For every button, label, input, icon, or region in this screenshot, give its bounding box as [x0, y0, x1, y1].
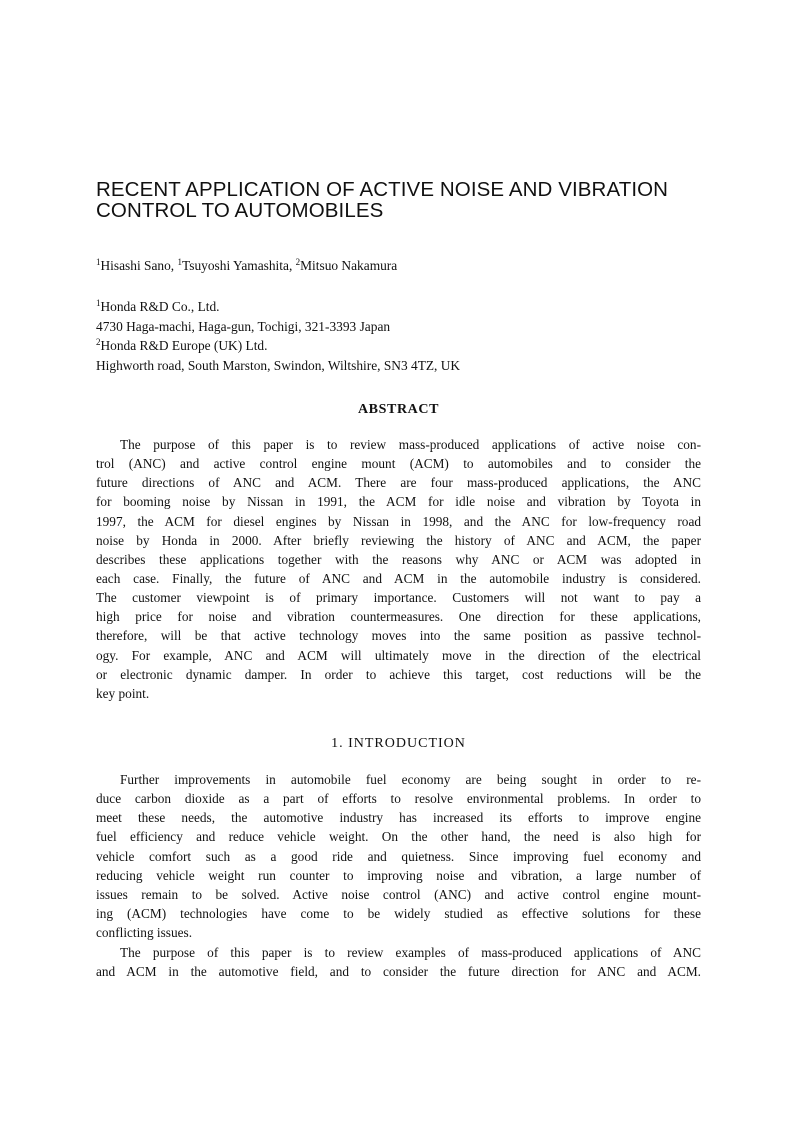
affiliation-address: Highworth road, South Marston, Swindon, Wiltshire, SN3 4TZ, UK	[96, 357, 461, 373]
text-line: or electronic dynamic damper. In order to achieve this target, cost reductions will be the	[96, 666, 701, 682]
text-line: 1997, the ACM for diesel engines by Nissan in 1998, and the ANC for low-frequency road	[96, 513, 701, 529]
text-line: key point.	[96, 685, 150, 701]
affiliation-name: Honda R&D Europe (UK) Ltd.	[100, 338, 268, 354]
text-line: noise by Honda in 2000. After briefly reviewing the history of ANC and ACM, the paper	[96, 532, 701, 548]
abstract-body	[96, 435, 701, 703]
author-name: Tsuyoshi Yamashita,	[182, 258, 296, 273]
text-line: Further improvements in automobile fuel economy are being sought in order to re-	[120, 772, 701, 787]
author-list	[96, 258, 397, 274]
text-line: high price for noise and vibration countermeasures. One direction for these applications,	[96, 609, 701, 625]
paper-title	[96, 179, 716, 221]
text-line: future directions of ANC and ACM. There are four mass-produced applications, the ANC	[96, 475, 701, 491]
affiliations	[96, 297, 460, 375]
affiliation-marker: 2	[96, 337, 101, 348]
affiliation-name: Honda R&D Co., Ltd.	[100, 299, 220, 314]
title-line: RECENT APPLICATION OF ACTIVE NOISE AND VIBRATION	[96, 178, 669, 201]
introduction-paragraph-1	[96, 770, 701, 942]
affiliation-marker: 2	[295, 257, 301, 267]
text-line: conflicting issues.	[96, 925, 193, 941]
affiliation-address: 4730 Haga-machi, Haga-gun, Tochigi, 321-3393 Japan	[96, 318, 391, 334]
abstract-heading: ABSTRACT	[357, 402, 440, 417]
text-line: meet these needs, the automotive industry has increased its efforts to improve engine	[96, 810, 701, 826]
text-line: trol (ANC) and active control engine mount (ACM) to automobiles and to consider the	[96, 456, 701, 472]
text-line: ogy. For example, ANC and ACM will ultimately move in the direction of the electrical	[96, 647, 701, 663]
text-line: The purpose of this paper is to review examples of mass-produced applications of ANC	[120, 945, 701, 960]
affiliation-marker: 1	[177, 257, 182, 267]
text-line: duce carbon dioxide as a part of efforts to resolve environmental problems. In order to	[96, 791, 701, 807]
text-line: fuel efficiency and reduce vehicle weight. On the other hand, the need is also high for	[96, 829, 701, 845]
text-line: and ACM in the automotive field, and to consider the future direction for ANC and ACM.	[96, 964, 701, 980]
text-line: reducing vehicle weight run counter to improving noise and vibration, a large number of	[96, 867, 701, 883]
text-line: vehicle comfort such as a good ride and quietness. Since improving fuel economy and	[96, 848, 701, 864]
text-line: ing (ACM) technologies have come to be widely studied as effective solutions for these	[96, 905, 701, 921]
author-name: Hisashi Sano,	[100, 258, 178, 273]
text-line: therefore, will be that active technology moves into the same position as passive technol-	[96, 628, 701, 644]
author-name: Mitsuo Nakamura	[300, 258, 398, 273]
text-line: describes these applications together with the reasons why ANC or ACM was adopted in	[96, 551, 701, 567]
text-line: issues remain to be solved. Active noise control (ANC) and active control engine mount-	[96, 886, 701, 902]
text-line: The purpose of this paper is to review mass-produced applications of active noise con-	[120, 437, 701, 452]
title-line: CONTROL TO AUTOMOBILES	[96, 199, 384, 222]
affiliation-marker: 1	[96, 257, 101, 267]
text-line: The customer viewpoint is of primary importance. Customers will not want to pay a	[96, 590, 701, 606]
introduction-paragraph-2	[96, 943, 701, 981]
text-line: for booming noise by Nissan in 1991, the ACM for idle noise and vibration by Toyota in	[96, 494, 701, 510]
affiliation-marker: 1	[96, 298, 101, 308]
text-line: each case. Finally, the future of ANC and ACM in the automobile industry is considered.	[96, 570, 701, 586]
section-heading-introduction: 1. INTRODUCTION	[331, 736, 466, 751]
